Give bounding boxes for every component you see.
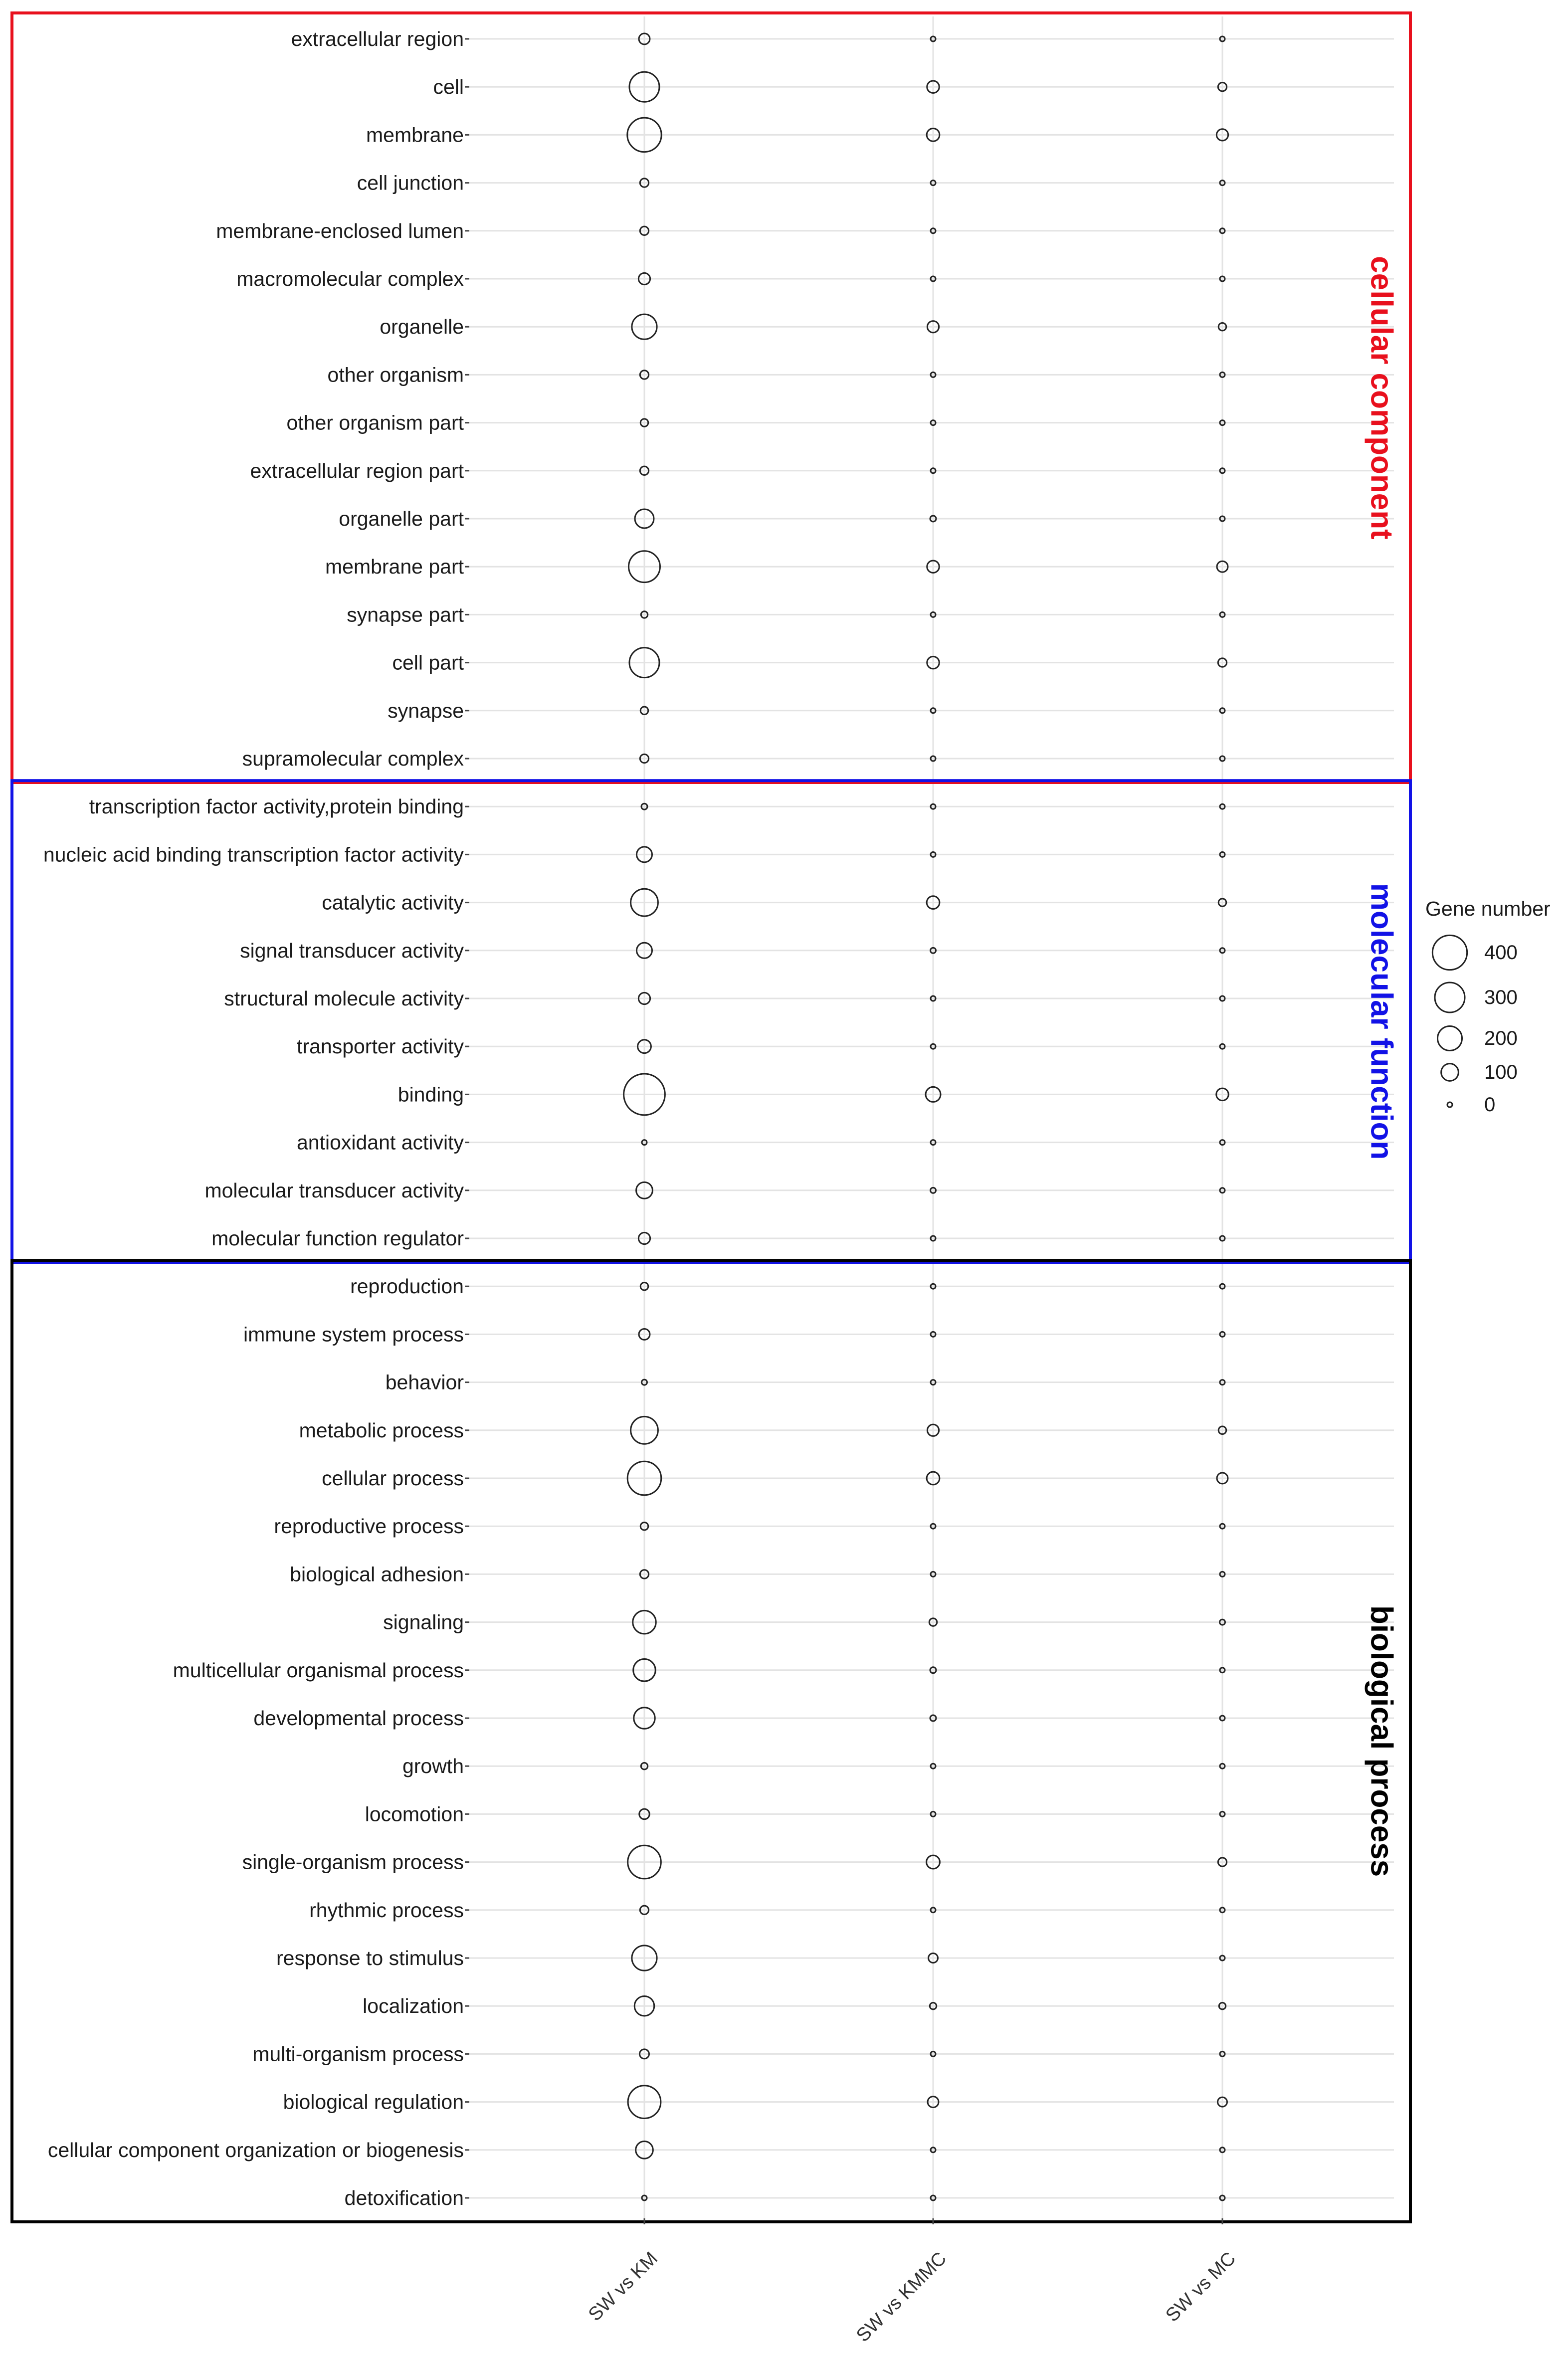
go-term-label: cell part [392,651,464,674]
x-tick-label: SW vs MC [1162,2248,1240,2326]
go-term-label: response to stimulus [276,1947,464,1969]
go-term-label: cell [433,75,464,99]
go-term-label: behavior [385,1371,464,1394]
go-term-label: transporter activity [297,1035,464,1058]
x-tick-label: SW vs KMMC [852,2248,951,2347]
go-term-label: synapse part [347,603,464,626]
go-term-label: growth [402,1755,464,1778]
legend-bubble [1441,1064,1459,1081]
go-term-label: antioxidant activity [296,1131,464,1154]
go-term-label: developmental process [253,1707,464,1730]
go-term-label: other organism part [286,411,464,434]
go-term-label: organelle [380,315,464,339]
go-term-label: detoxification [344,2186,464,2209]
section-label: biological process [1364,1605,1399,1877]
legend-bubble [1435,983,1465,1012]
go-term-label: other organism [327,363,464,387]
legend-label: 200 [1484,1027,1518,1049]
go-term-label: molecular transducer activity [204,1179,464,1202]
section-box [12,13,1410,783]
go-term-label: cell junction [357,171,464,195]
go-term-label: multicellular organismal process [173,1658,464,1682]
go-term-label: membrane-enclosed lumen [216,219,464,242]
go-term-label: single-organism process [242,1850,464,1874]
go-term-label: signaling [383,1610,464,1634]
go-term-label: structural molecule activity [224,987,464,1010]
go-term-label: supramolecular complex [242,747,464,770]
section-label: cellular component [1364,256,1399,540]
go-term-label: molecular function regulator [211,1227,464,1250]
go-term-label: extracellular region part [250,459,464,482]
legend-label: 400 [1484,942,1518,964]
go-term-label: immune system process [243,1323,464,1346]
go-term-label: biological regulation [283,2090,464,2114]
go-term-label: extracellular region [291,27,464,50]
go-term-label: localization [363,1994,464,2018]
x-tick-label: SW vs KM [584,2248,662,2326]
go-term-label: biological adhesion [290,1563,464,1586]
legend-title: Gene number [1425,897,1551,920]
go-term-label: membrane [366,123,464,147]
go-term-label: multi-organism process [252,2042,464,2066]
go-term-label: membrane part [325,555,464,579]
go-term-label: cellular component organization or biogenesis [47,2138,464,2162]
section-box [12,1260,1410,2222]
go-term-label: binding [397,1083,464,1106]
legend-label: 100 [1484,1061,1518,1083]
go-term-label: rhythmic process [309,1898,464,1922]
legend-bubble [1432,935,1467,970]
go-term-label: transcription factor activity,protein binding [89,795,464,818]
legend-bubble [1447,1102,1452,1107]
go-term-label: synapse [388,699,464,722]
legend-label: 300 [1484,986,1518,1008]
go-term-label: nucleic acid binding transcription factor activity [43,843,464,866]
go-term-label: metabolic process [299,1418,464,1442]
go-term-label: organelle part [339,507,464,530]
go-term-label: catalytic activity [322,891,464,914]
go-term-label: locomotion [365,1802,464,1826]
go-term-label: signal transducer activity [240,939,464,962]
go-term-label: reproduction [350,1275,464,1298]
legend-label: 0 [1484,1094,1496,1116]
section-label: molecular function [1364,883,1399,1160]
go-term-label: cellular process [322,1467,464,1490]
go-term-label: reproductive process [274,1515,464,1538]
legend-bubble [1437,1026,1462,1050]
go-term-label: macromolecular complex [236,267,464,290]
